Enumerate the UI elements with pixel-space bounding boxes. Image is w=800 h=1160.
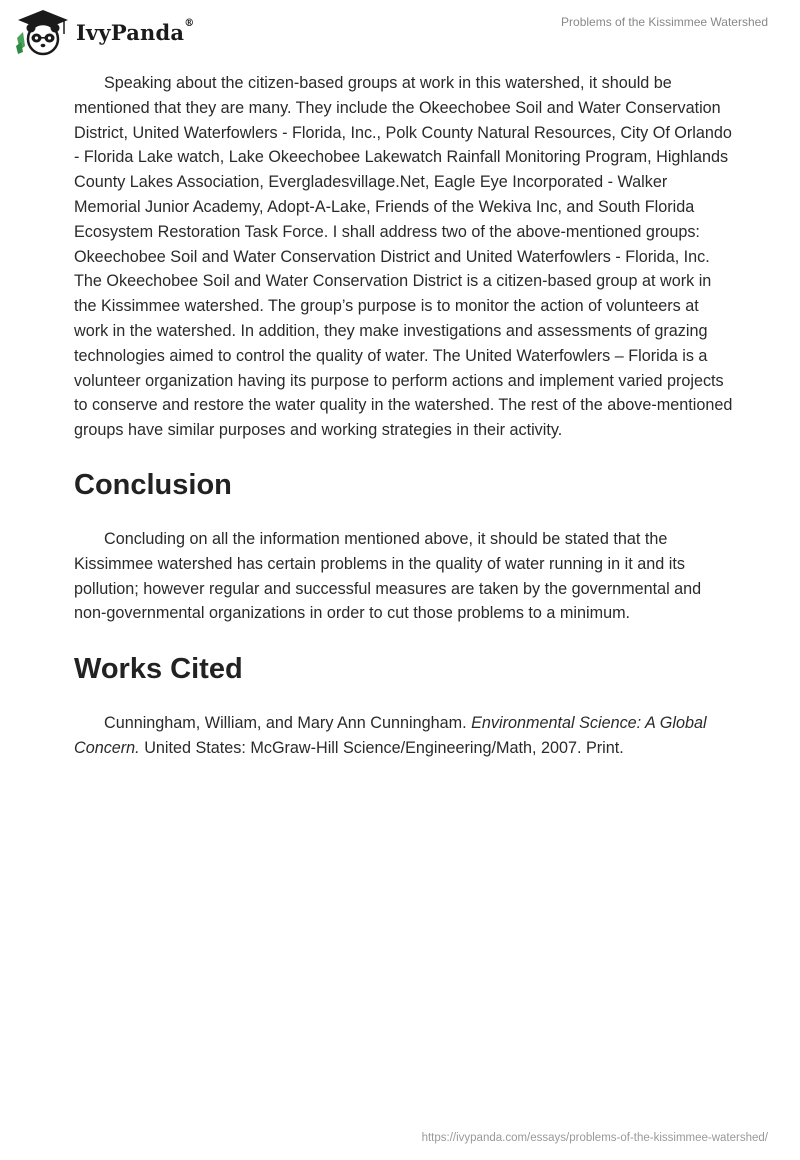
essay-content bbox=[74, 71, 734, 761]
brand-logo[interactable] bbox=[14, 8, 194, 56]
document-title: Problems of the Kissimmee Watershed bbox=[561, 15, 768, 29]
source-url[interactable]: https://ivypanda.com/essays/problems-of-the-kissimmee-watershed/ bbox=[421, 1132, 768, 1144]
citation-entry bbox=[74, 711, 734, 761]
citation-publisher: United States: McGraw-Hill Science/Engineering/Math, 2007. Print. bbox=[144, 738, 624, 757]
panda-mascot-icon bbox=[14, 8, 72, 56]
citation-title: Environmental Science: A Global Concern. bbox=[74, 714, 707, 757]
body-paragraph: Speaking about the citizen-based groups at work in this watershed, it should be mentioned that they are many. They include the Okeechobee Soil and Water Conservation District, United Waterfowlers - Florida, Inc., Polk County Natural Resources, City Of Orlando - Florida Lake watch, Lake Okeechobee Lakewatch Rainfall Monitoring Program, Highlands County Lakes Association, Evergladesvillage.Net, Eagle Eye Incorporated - Walker Memorial Junior Academy, Adopt-A-Lake, Friends of the Wekiva Inc, and South Florida Ecosystem Restoration Task Force. I shall address two of the above-mentioned groups: Okeechobee Soil and Water Conservation District and United Waterfowlers - Florida, Inc. The Okeechobee Soil and Water Conservation District is a citizen-based group at work in the Kissimmee watershed. The group’s purpose is to monitor the action of volunteers at work in the watershed. In addition, they make investigations and assessments of grazing technologies aimed to control the quality of water. The United Waterfowlers – Florida is a volunteer organization having its purpose to perform actions and implement varied projects to conserve and restore the water quality in the watershed. The rest of the above-mentioned groups have similar purposes and working strategies in their activity. bbox=[74, 74, 733, 440]
citation-authors: Cunningham, William, and Mary Ann Cunningham. bbox=[104, 714, 467, 733]
page-header bbox=[0, 0, 800, 60]
brand-name: IvyPanda® bbox=[76, 17, 195, 45]
conclusion-paragraph: Concluding on all the information mentioned above, it should be stated that the Kissimmee watershed has certain problems in the quality of water running in it and its pollution; however regular and successful measures are taken by the governmental and non-governmental organizations in order to cut those problems to a minimum. bbox=[74, 529, 702, 623]
conclusion-heading: Conclusion bbox=[74, 468, 232, 501]
works-cited-heading: Works Cited bbox=[74, 653, 243, 686]
